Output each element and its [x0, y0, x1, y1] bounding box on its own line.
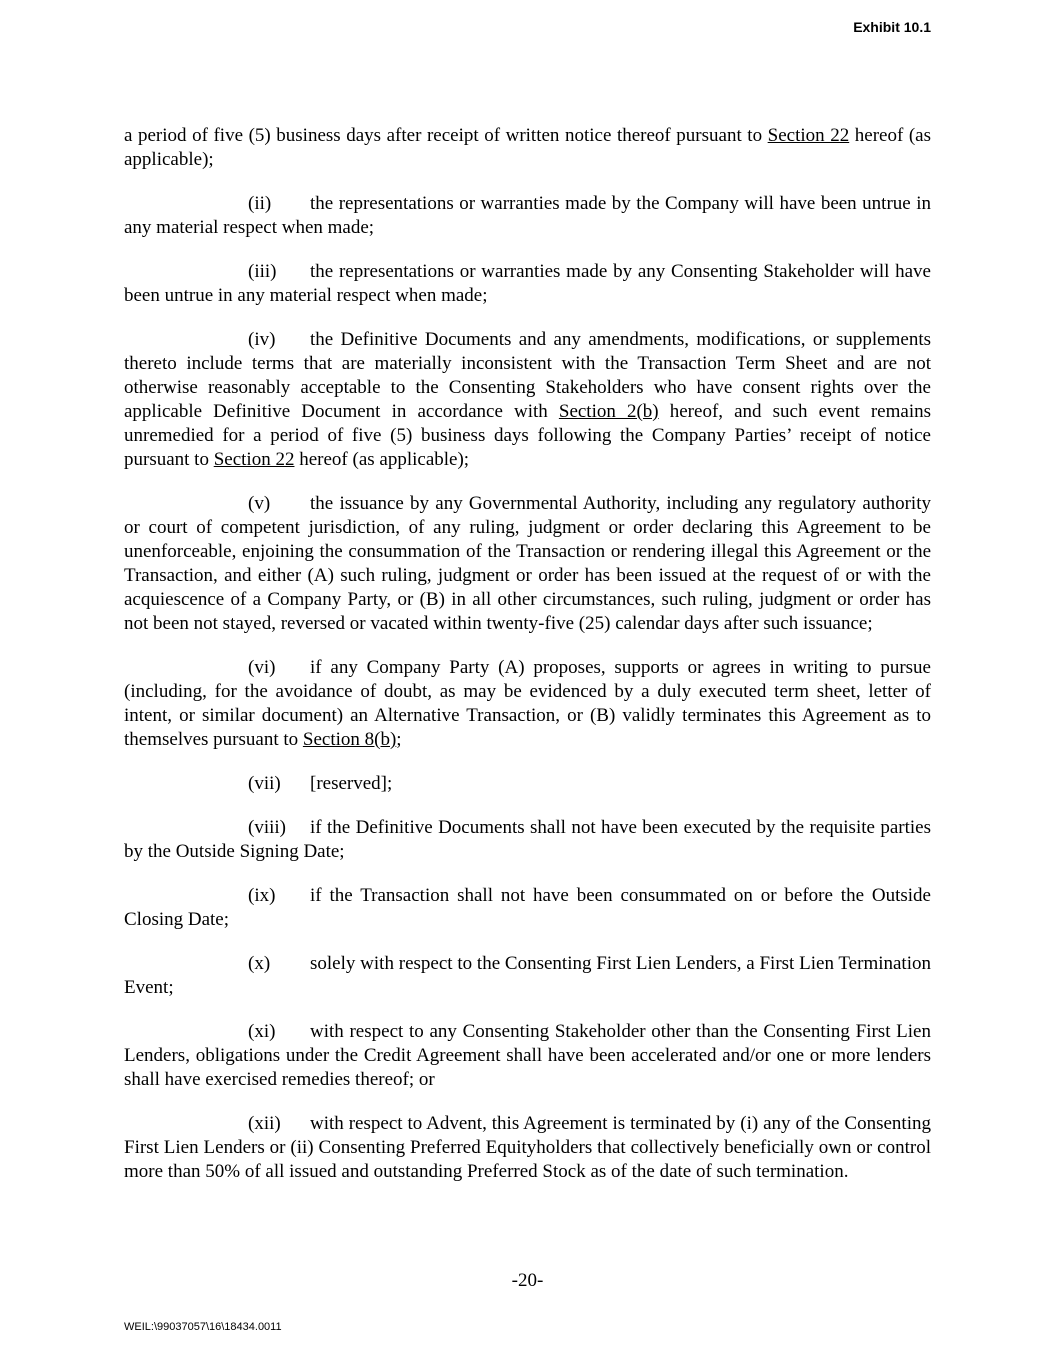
- clause-text: hereof, and such event remains unremedied for a period of five (5) business days following the Company Parties’ receipt of notice pursuant to: [124, 401, 931, 470]
- section-reference: Section 22: [213, 449, 295, 470]
- clause-number: (vi): [248, 657, 276, 678]
- document-body: [124, 124, 931, 1204]
- document-id: WEIL:\99037057\16\18434.0011: [124, 1321, 282, 1333]
- clause-text: the representations or warranties made by any Consenting Stakeholder will have been untrue in any material respect when made;: [124, 261, 931, 306]
- clause-text: if the Definitive Documents shall not have been executed by the requisite parties by the Outside Signing Date;: [124, 817, 931, 862]
- clause-number: (xii): [248, 1113, 281, 1134]
- clause-ix: [124, 884, 931, 932]
- paragraph-text: hereof (as applicable);: [124, 125, 931, 170]
- clause-ii: [124, 192, 931, 240]
- clause-text: [reserved];: [310, 773, 393, 794]
- section-reference: Section 22: [767, 125, 850, 146]
- clause-vi: [124, 656, 931, 752]
- section-reference: Section 8(b): [302, 729, 397, 750]
- clause-iii: [124, 260, 931, 308]
- clause-text: the Definitive Documents and any amendments, modifications, or supplements thereto include terms that are materially inconsistent with the Transaction Term Sheet and are not otherwise reasonably acceptable to the Consenting Stakeholders who have consent rights over the applicable Definitive Document in accordance with: [124, 329, 931, 422]
- clause-text: hereof (as applicable);: [294, 449, 470, 470]
- clause-x: [124, 952, 931, 1000]
- section-reference: Section 2(b): [558, 401, 659, 422]
- clause-number: (viii): [248, 817, 286, 838]
- clause-text: the issuance by any Governmental Authority, including any regulatory authority or court of competent jurisdiction, of any ruling, judgment or order declaring this Agreement to be unenforceable, enjoining the consummation of the Transaction or rendering illegal this Agreement or the Transaction, and either (A) such ruling, judgment or order has been issued at the request of or with the acquiescence of a Company Party, or (B) in all other circumstances, such ruling, judgment or order has not been not stayed, reversed or vacated within twenty-five (25) calendar days after such issuance;: [124, 493, 931, 634]
- clause-xii: [124, 1112, 931, 1184]
- clause-number: (ii): [248, 193, 272, 214]
- clause-text: the representations or warranties made by the Company will have been untrue in any material respect when made;: [124, 193, 931, 238]
- clause-vii: [124, 772, 931, 796]
- clause-xi: [124, 1020, 931, 1092]
- clause-number: (iv): [248, 329, 276, 350]
- clause-iv: [124, 328, 931, 472]
- clause-number: (vii): [248, 773, 281, 794]
- paragraph-continuation: [124, 124, 931, 172]
- paragraph-text: a period of five (5) business days after receipt of written notice thereof pursuant to: [124, 125, 768, 146]
- clause-text: with respect to any Consenting Stakeholder other than the Consenting First Lien Lenders, obligations under the Credit Agreement shall have been accelerated and/or one or more lenders shall have exercised remedies thereof; or: [124, 1021, 931, 1090]
- clause-text: solely with respect to the Consenting First Lien Lenders, a First Lien Termination Event;: [124, 953, 931, 998]
- clause-number: (ix): [248, 885, 276, 906]
- clause-viii: [124, 816, 931, 864]
- page-number: -20-: [511, 1270, 544, 1291]
- clause-number: (xi): [248, 1021, 276, 1042]
- clause-number: (v): [248, 493, 271, 514]
- clause-text: if any Company Party (A) proposes, supports or agrees in writing to pursue (including, for the avoidance of doubt, as may be evidenced by a duly executed term sheet, letter of intent, or similar document) an Alternative Transaction, or (B) validly terminates this Agreement as to themselves pursuant to: [124, 657, 931, 750]
- clause-v: [124, 492, 931, 636]
- clause-text: ;: [396, 729, 402, 750]
- exhibit-label: Exhibit 10.1: [853, 19, 931, 35]
- clause-number: (x): [248, 953, 271, 974]
- clause-number: (iii): [248, 261, 277, 282]
- clause-text: with respect to Advent, this Agreement is terminated by (i) any of the Consenting First Lien Lenders or (ii) Consenting Preferred Equityholders that collectively beneficially own or control more than 50% of all issued and outstanding Preferred Stock as of the date of such termination.: [124, 1113, 931, 1182]
- clause-text: if the Transaction shall not have been consummated on or before the Outside Closing Date;: [124, 885, 931, 930]
